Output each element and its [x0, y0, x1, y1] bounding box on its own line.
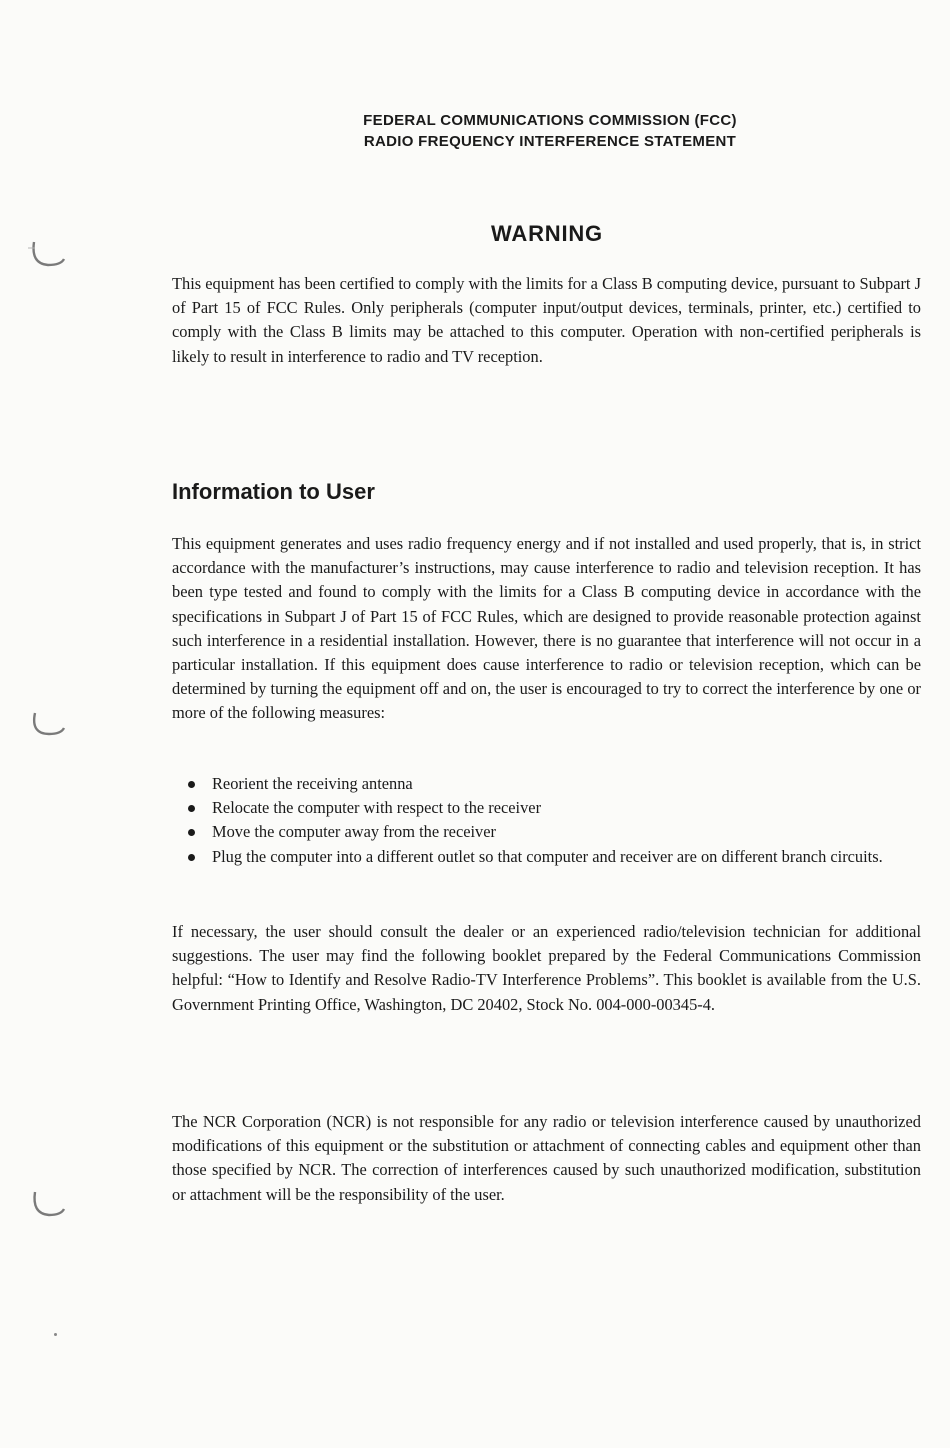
- information-to-user-title: Information to User: [172, 479, 375, 504]
- ncr-disclaimer-paragraph: The NCR Corporation (NCR) is not responsible for any radio or television interference caused by unauthorized modifications of this equipment or the substitution or attachment of connecting cables and equipment other than those specified by NCR. The correction of interferences caused by such unauthorized modification, substitution or attachment will be the responsibility of the user.: [172, 1112, 921, 1204]
- consult-dealer-paragraph: If necessary, the user should consult the dealer or an experienced radio/television technician for additional suggestions. The user may find the following booklet prepared by the Federal Communications Commission helpful: “How to Identify and Resolve Radio-TV Interference Problems”. This booklet is available from the U.S. Government Printing Office, Washington, DC 20402, Stock No. 004-000-00345-4.: [172, 922, 921, 1014]
- paper-speck: [54, 1333, 57, 1336]
- warning-paragraph: This equipment has been certified to comply with the limits for a Class B computing device, pursuant to Subpart J of Part 15 of FCC Rules. Only peripherals (computer input/output devices, terminals, printer, etc.) certified to comply with the Class B limits may be attached to this computer. Operation with non-certified peripherals is likely to result in interference to radio and TV reception.: [172, 274, 921, 366]
- list-item: Relocate the computer with respect to the receiver: [188, 796, 921, 820]
- bullet-icon: [188, 854, 195, 861]
- list-item: Reorient the receiving antenna: [188, 772, 921, 796]
- bullet-icon: [188, 781, 195, 788]
- punch-hole-mark: [26, 707, 66, 741]
- list-item: Plug the computer into a different outlet so that computer and receiver are on different branch circuits.: [188, 845, 921, 869]
- list-item: Move the computer away from the receiver: [188, 820, 921, 844]
- fcc-statement-heading: [300, 110, 800, 152]
- information-paragraph: This equipment generates and uses radio frequency energy and if not installed and used properly, that is, in strict accordance with the manufacturer’s instructions, may cause interference to radio and television reception. It has been type tested and found to comply with the limits for a Class B computing device in accordance with the specifications in Subpart J of Part 15 of FCC Rules, which are designed to provide reasonable protection against such interference in a residential installation. However, there is no guarantee that interference will not occur in a particular installation. If this equipment does cause interference to radio or television reception, which can be determined by turning the equipment off and on, the user is encouraged to try to correct the interference by one or more of the following measures:: [172, 534, 921, 723]
- heading-line-1: FEDERAL COMMUNICATIONS COMMISSION (FCC): [363, 112, 737, 129]
- warning-title: WARNING: [491, 221, 603, 246]
- punch-hole-mark: [26, 1188, 66, 1222]
- punch-hole-mark: [26, 238, 66, 272]
- bullet-icon: [188, 805, 195, 812]
- bullet-icon: [188, 829, 195, 836]
- measures-list: [188, 772, 921, 869]
- heading-line-2: RADIO FREQUENCY INTERFERENCE STATEMENT: [363, 133, 737, 150]
